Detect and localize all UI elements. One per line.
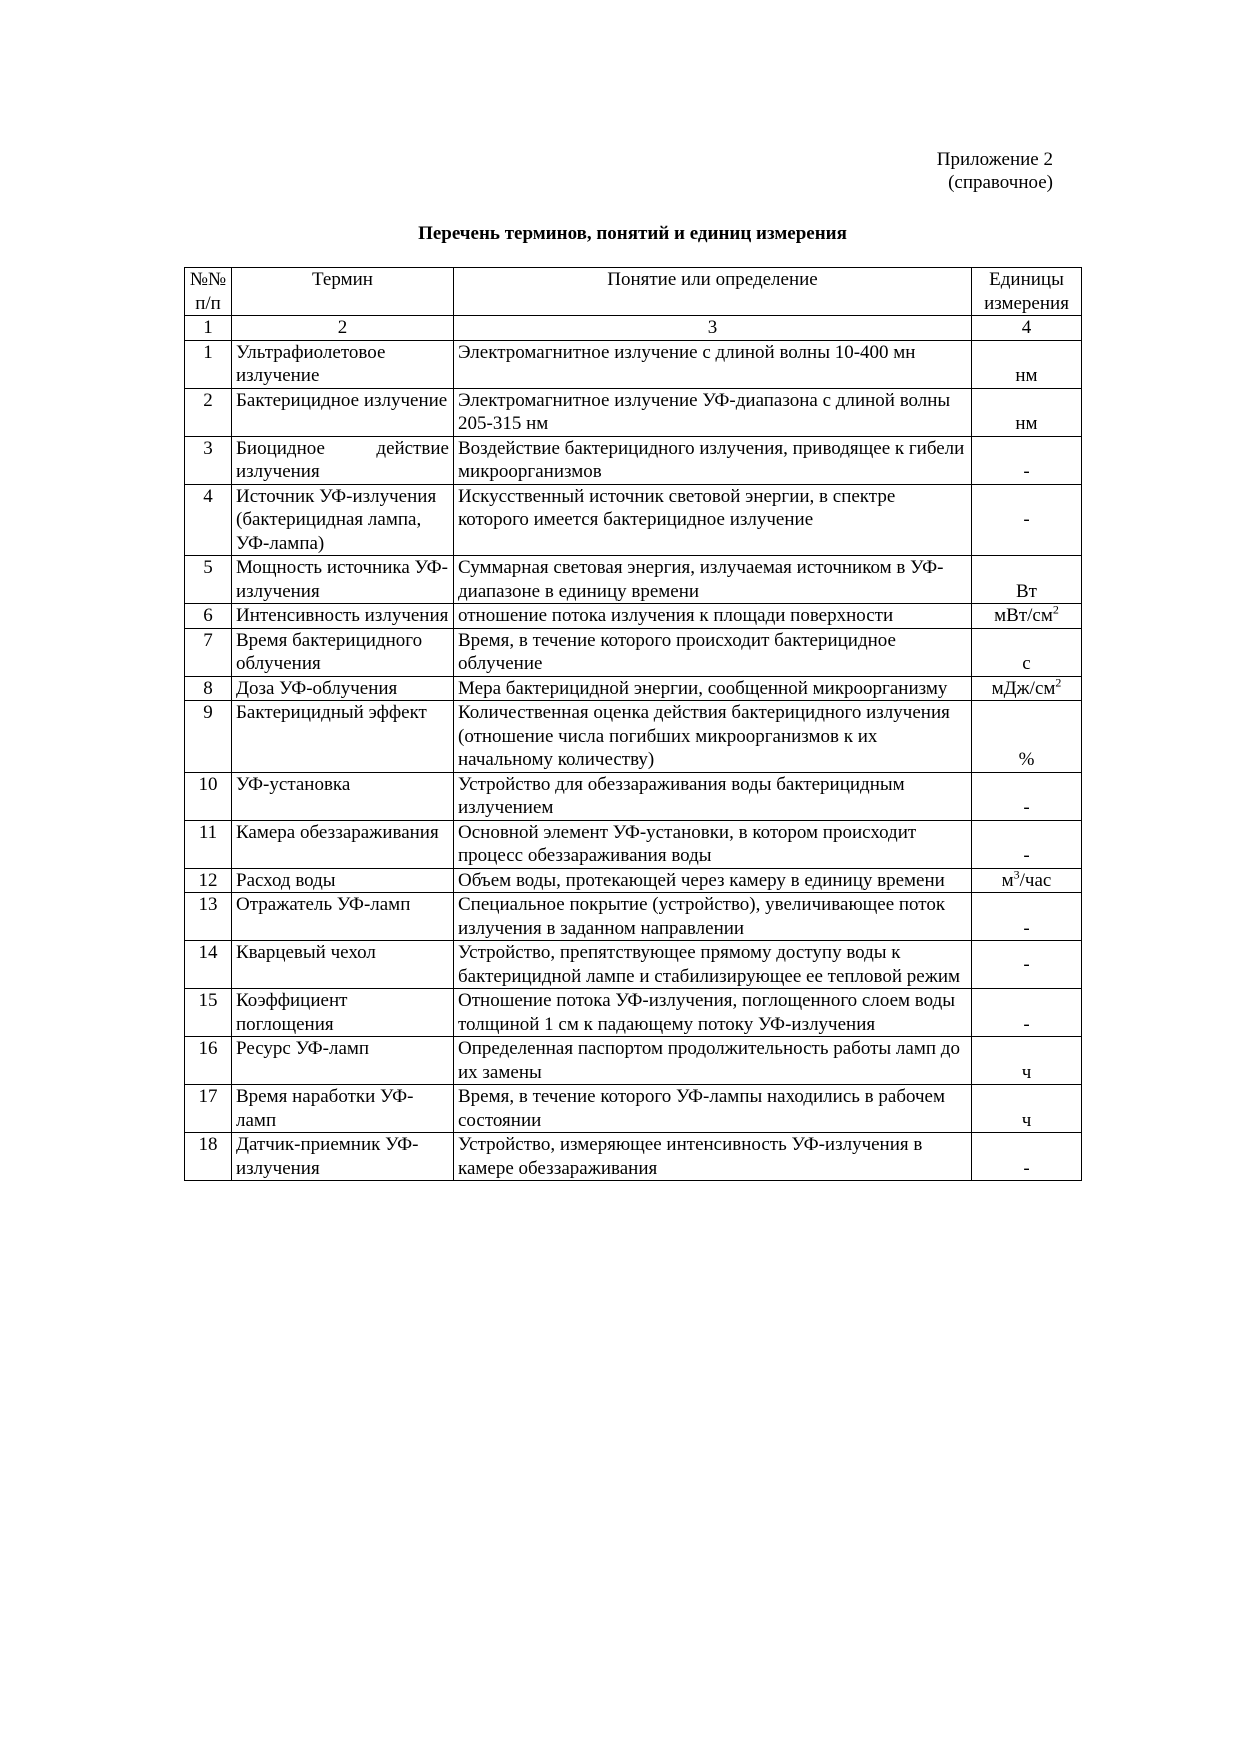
unit-text: нм (1015, 365, 1038, 386)
row-number: 13 (185, 893, 232, 941)
definition-cell: Устройство, препятствующее прямому доступу воды к бактерицидной лампе и стабилизирующее ее тепловой режим (454, 941, 972, 989)
unit-cell (972, 1085, 1082, 1133)
definition-cell: Объем воды, протекающей через камеру в единицу времени (454, 868, 972, 893)
column-numbers-row (185, 316, 1082, 341)
definition-cell: Отношение потока УФ-излучения, поглощенного слоем воды толщиной 1 см к падающему потоку УФ-излучения (454, 989, 972, 1037)
column-number: 3 (454, 316, 972, 341)
term-cell: Бактерицидный эффект (232, 701, 454, 773)
definition-cell: Устройство для обеззараживания воды бактерицидным излучением (454, 772, 972, 820)
table-row (185, 340, 1082, 388)
term-cell: Биоцидное действие излучения (232, 436, 454, 484)
definition-cell: Электромагнитное излучение УФ-диапазона с длиной волны 205-315 нм (454, 388, 972, 436)
unit-cell (972, 989, 1082, 1037)
table-row (185, 820, 1082, 868)
unit-cell (972, 676, 1082, 701)
unit-text: мДж/см (991, 677, 1056, 699)
unit-cell (972, 436, 1082, 484)
unit-text: - (1023, 1157, 1030, 1179)
unit-superscript: 3 (1013, 867, 1020, 882)
row-number: 12 (185, 868, 232, 893)
table-row (185, 868, 1082, 893)
unit-text: - (1023, 1013, 1030, 1035)
definition-cell: Специальное покрытие (устройство), увеличивающее поток излучения в заданном направлении (454, 893, 972, 941)
unit-superscript: 2 (1055, 675, 1062, 690)
appendix-type: (справочное) (948, 172, 1053, 193)
unit-cell (972, 556, 1082, 604)
table-row (185, 989, 1082, 1037)
row-number: 10 (185, 772, 232, 820)
table-row (185, 1037, 1082, 1085)
term-cell: Источник УФ-излучения (бактерицидная лампа, УФ-лампа) (232, 484, 454, 556)
unit-superscript: 2 (1052, 602, 1059, 617)
row-number: 1 (185, 340, 232, 388)
unit-text: /час (1019, 869, 1052, 891)
unit-text: - (1023, 797, 1030, 818)
term-cell: Время бактерицидного облучения (232, 628, 454, 676)
unit-text: ч (1021, 1061, 1032, 1083)
unit-cell (972, 388, 1082, 436)
header-term: Термин (232, 268, 454, 316)
row-number: 5 (185, 556, 232, 604)
row-number: 3 (185, 436, 232, 484)
header-num: №№ п/п (185, 268, 232, 316)
term-cell: Время наработки УФ-ламп (232, 1085, 454, 1133)
term-cell: Ультрафиолетовое излучение (232, 340, 454, 388)
header-definition: Понятие или определение (454, 268, 972, 316)
term-cell: Доза УФ-облучения (232, 676, 454, 701)
unit-cell (972, 941, 1082, 989)
table-row (185, 388, 1082, 436)
column-number: 4 (972, 316, 1082, 341)
unit-cell (972, 772, 1082, 820)
unit-text: - (1023, 461, 1030, 482)
table-row (185, 436, 1082, 484)
unit-cell (972, 868, 1082, 893)
unit-cell (972, 820, 1082, 868)
header-units: Единицы измерения (972, 268, 1082, 316)
unit-text: - (1023, 509, 1030, 530)
definition-cell: Устройство, измеряющее интенсивность УФ-излучения в камере обеззараживания (454, 1133, 972, 1181)
column-number: 1 (185, 316, 232, 341)
definition-cell: Количественная оценка действия бактерицидного излучения (отношение числа погибших микроорганизмов к их начальному количеству) (454, 701, 972, 773)
row-number: 17 (185, 1085, 232, 1133)
term-cell: Интенсивность излучения (232, 604, 454, 629)
table-row (185, 893, 1082, 941)
table-header-row (185, 268, 1082, 316)
table-row (185, 556, 1082, 604)
unit-cell (972, 701, 1082, 773)
terms-table (184, 267, 1082, 1181)
term-cell: Отражатель УФ-ламп (232, 893, 454, 941)
unit-cell (972, 484, 1082, 556)
appendix-label (800, 148, 1053, 194)
definition-cell: Воздействие бактерицидного излучения, приводящее к гибели микроорганизмов (454, 436, 972, 484)
definition-cell: Определенная паспортом продолжительность работы ламп до их замены (454, 1037, 972, 1085)
term-cell: УФ-установка (232, 772, 454, 820)
unit-text: Вт (1016, 580, 1037, 602)
unit-prefix: м (1001, 869, 1014, 891)
page-title: Перечень терминов, понятий и единиц измерения (418, 223, 847, 244)
row-number: 6 (185, 604, 232, 629)
row-number: 7 (185, 628, 232, 676)
row-number: 9 (185, 701, 232, 773)
row-number: 14 (185, 941, 232, 989)
term-cell: Кварцевый чехол (232, 941, 454, 989)
table-row (185, 941, 1082, 989)
definition-cell: Время, в течение которого происходит бактерицидное облучение (454, 628, 972, 676)
unit-text: - (1023, 953, 1030, 975)
unit-cell (972, 1037, 1082, 1085)
unit-text: нм (1015, 413, 1038, 434)
term-cell: Ресурс УФ-ламп (232, 1037, 454, 1085)
unit-text: - (1023, 845, 1030, 866)
definition-cell: Мера бактерицидной энергии, сообщенной микроорганизму (454, 676, 972, 701)
definition-cell: Суммарная световая энергия, излучаемая источником в УФ-диапазоне в единицу времени (454, 556, 972, 604)
row-number: 18 (185, 1133, 232, 1181)
table-row (185, 1085, 1082, 1133)
row-number: 16 (185, 1037, 232, 1085)
definition-cell: Искусственный источник световой энергии, в спектре которого имеется бактерицидное излучение (454, 484, 972, 556)
table-row (185, 701, 1082, 773)
column-number: 2 (232, 316, 454, 341)
term-cell: Мощность источника УФ-излучения (232, 556, 454, 604)
table-row (185, 1133, 1082, 1181)
row-number: 8 (185, 676, 232, 701)
unit-cell (972, 604, 1082, 629)
table-row (185, 772, 1082, 820)
row-number: 11 (185, 820, 232, 868)
term-cell: Датчик-приемник УФ-излучения (232, 1133, 454, 1181)
term-cell: Расход воды (232, 868, 454, 893)
table-row (185, 676, 1082, 701)
unit-cell (972, 340, 1082, 388)
term-cell: Коэффициент поглощения (232, 989, 454, 1037)
appendix-number: Приложение 2 (936, 149, 1053, 170)
term-cell: Бактерицидное излучение (232, 388, 454, 436)
table-row (185, 628, 1082, 676)
unit-cell (972, 1133, 1082, 1181)
row-number: 4 (185, 484, 232, 556)
unit-cell (972, 893, 1082, 941)
unit-text: ч (1021, 1109, 1032, 1131)
definition-cell: отношение потока излучения к площади поверхности (454, 604, 972, 629)
term-cell: Камера обеззараживания (232, 820, 454, 868)
unit-text: мВт/см (994, 605, 1053, 626)
definition-cell: Время, в течение которого УФ-лампы находились в рабочем состоянии (454, 1085, 972, 1133)
unit-text: - (1023, 917, 1030, 939)
unit-text: % (1018, 749, 1035, 770)
unit-text: с (1022, 653, 1031, 674)
row-number: 15 (185, 989, 232, 1037)
row-number: 2 (185, 388, 232, 436)
definition-cell: Основной элемент УФ-установки, в котором происходит процесс обеззараживания воды (454, 820, 972, 868)
unit-cell (972, 628, 1082, 676)
definition-cell: Электромагнитное излучение с длиной волны 10-400 мн (454, 340, 972, 388)
table-row (185, 484, 1082, 556)
table-row (185, 604, 1082, 629)
